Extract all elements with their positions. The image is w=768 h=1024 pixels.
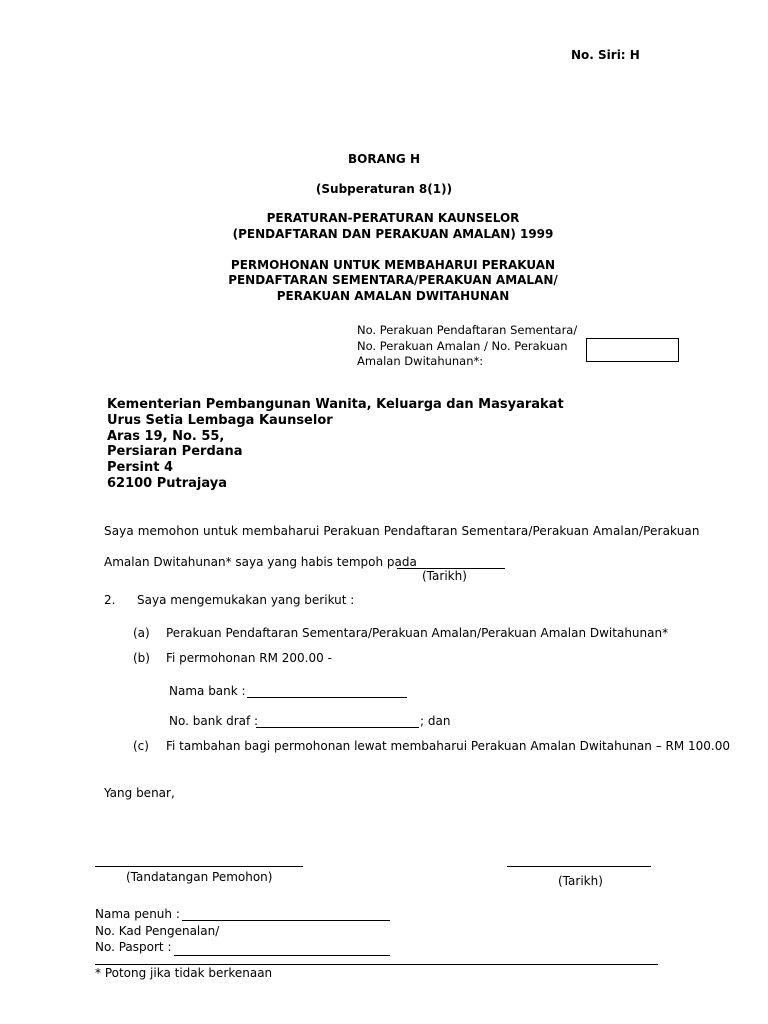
application-line-3: PERAKUAN AMALAN DWITAHUNAN xyxy=(276,289,510,303)
cert-no-label-line-3: Amalan Dwitahunan*: xyxy=(357,354,484,368)
regulation-line-2: (PENDAFTARAN DAN PERAKUAN AMALAN) 1999 xyxy=(232,227,554,241)
body-line-2: Amalan Dwitahunan* saya yang habis tempoh pada xyxy=(104,555,417,569)
address-line-3: Aras 19, No. 55, xyxy=(107,429,225,444)
item-b-text: Fi permohonan RM 200.00 - xyxy=(166,651,332,665)
application-line-2: PENDAFTARAN SEMENTARA/PERAKUAN AMALAN/ xyxy=(228,273,558,287)
cert-no-label-line-1: No. Perakuan Pendaftaran Sementara/ xyxy=(357,323,578,337)
footnote-divider xyxy=(95,964,658,965)
full-name-label: Nama penuh : xyxy=(95,907,180,921)
bank-name-label: Nama bank : xyxy=(169,684,246,698)
item-2-text: Saya mengemukakan yang berikut : xyxy=(137,593,355,607)
form-title: BORANG H xyxy=(348,152,420,166)
ic-number-line[interactable] xyxy=(174,955,390,956)
draft-no-label: No. bank draf : xyxy=(169,714,259,728)
signature-line[interactable] xyxy=(95,866,303,867)
address-line-2: Urus Setia Lembaga Kaunselor xyxy=(107,413,333,428)
signature-caption: (Tandatangan Pemohon) xyxy=(126,870,273,884)
regulation-line-1: PERATURAN-PERATURAN KAUNSELOR xyxy=(266,211,520,225)
item-a-text: Perakuan Pendaftaran Sementara/Perakuan Amalan/Perakuan Amalan Dwitahunan* xyxy=(166,626,669,640)
address-line-4: Persiaran Perdana xyxy=(107,444,243,459)
item-c-label: (c) xyxy=(133,739,149,753)
cert-no-input-box[interactable] xyxy=(586,338,679,362)
draft-no-line[interactable] xyxy=(256,727,419,728)
expiry-date-caption: (Tarikh) xyxy=(422,569,467,583)
ic-label-line-1: No. Kad Pengenalan/ xyxy=(95,924,220,938)
item-b-label: (b) xyxy=(133,651,150,665)
body-line-1: Saya memohon untuk membaharui Perakuan Pendaftaran Sementara/Perakuan Amalan/Perakuan xyxy=(104,524,700,538)
draft-no-suffix: ; dan xyxy=(420,714,451,728)
full-name-line[interactable] xyxy=(182,920,390,921)
address-line-5: Persint 4 xyxy=(107,460,173,475)
address-line-6: 62100 Putrajaya xyxy=(107,476,228,491)
cert-no-label-line-2: No. Perakuan Amalan / No. Perakuan xyxy=(357,339,568,353)
subregulation: (Subperaturan 8(1)) xyxy=(315,182,453,196)
closing-text: Yang benar, xyxy=(104,786,175,800)
item-2-number: 2. xyxy=(104,593,116,607)
application-line-1: PERMOHONAN UNTUK MEMBAHARUI PERAKUAN xyxy=(230,258,556,272)
ic-label-line-2: No. Pasport : xyxy=(95,940,172,954)
footnote: * Potong jika tidak berkenaan xyxy=(95,966,273,980)
item-a-label: (a) xyxy=(133,626,150,640)
bank-name-line[interactable] xyxy=(247,697,407,698)
address-line-1: Kementerian Pembangunan Wanita, Keluarga dan Masyarakat xyxy=(107,397,564,412)
signature-date-caption: (Tarikh) xyxy=(558,874,603,888)
serial-number: No. Siri: H xyxy=(571,48,640,62)
item-c-text: Fi tambahan bagi permohonan lewat membaharui Perakuan Amalan Dwitahunan – RM 100.00 xyxy=(166,739,731,753)
signature-date-line[interactable] xyxy=(507,866,651,867)
